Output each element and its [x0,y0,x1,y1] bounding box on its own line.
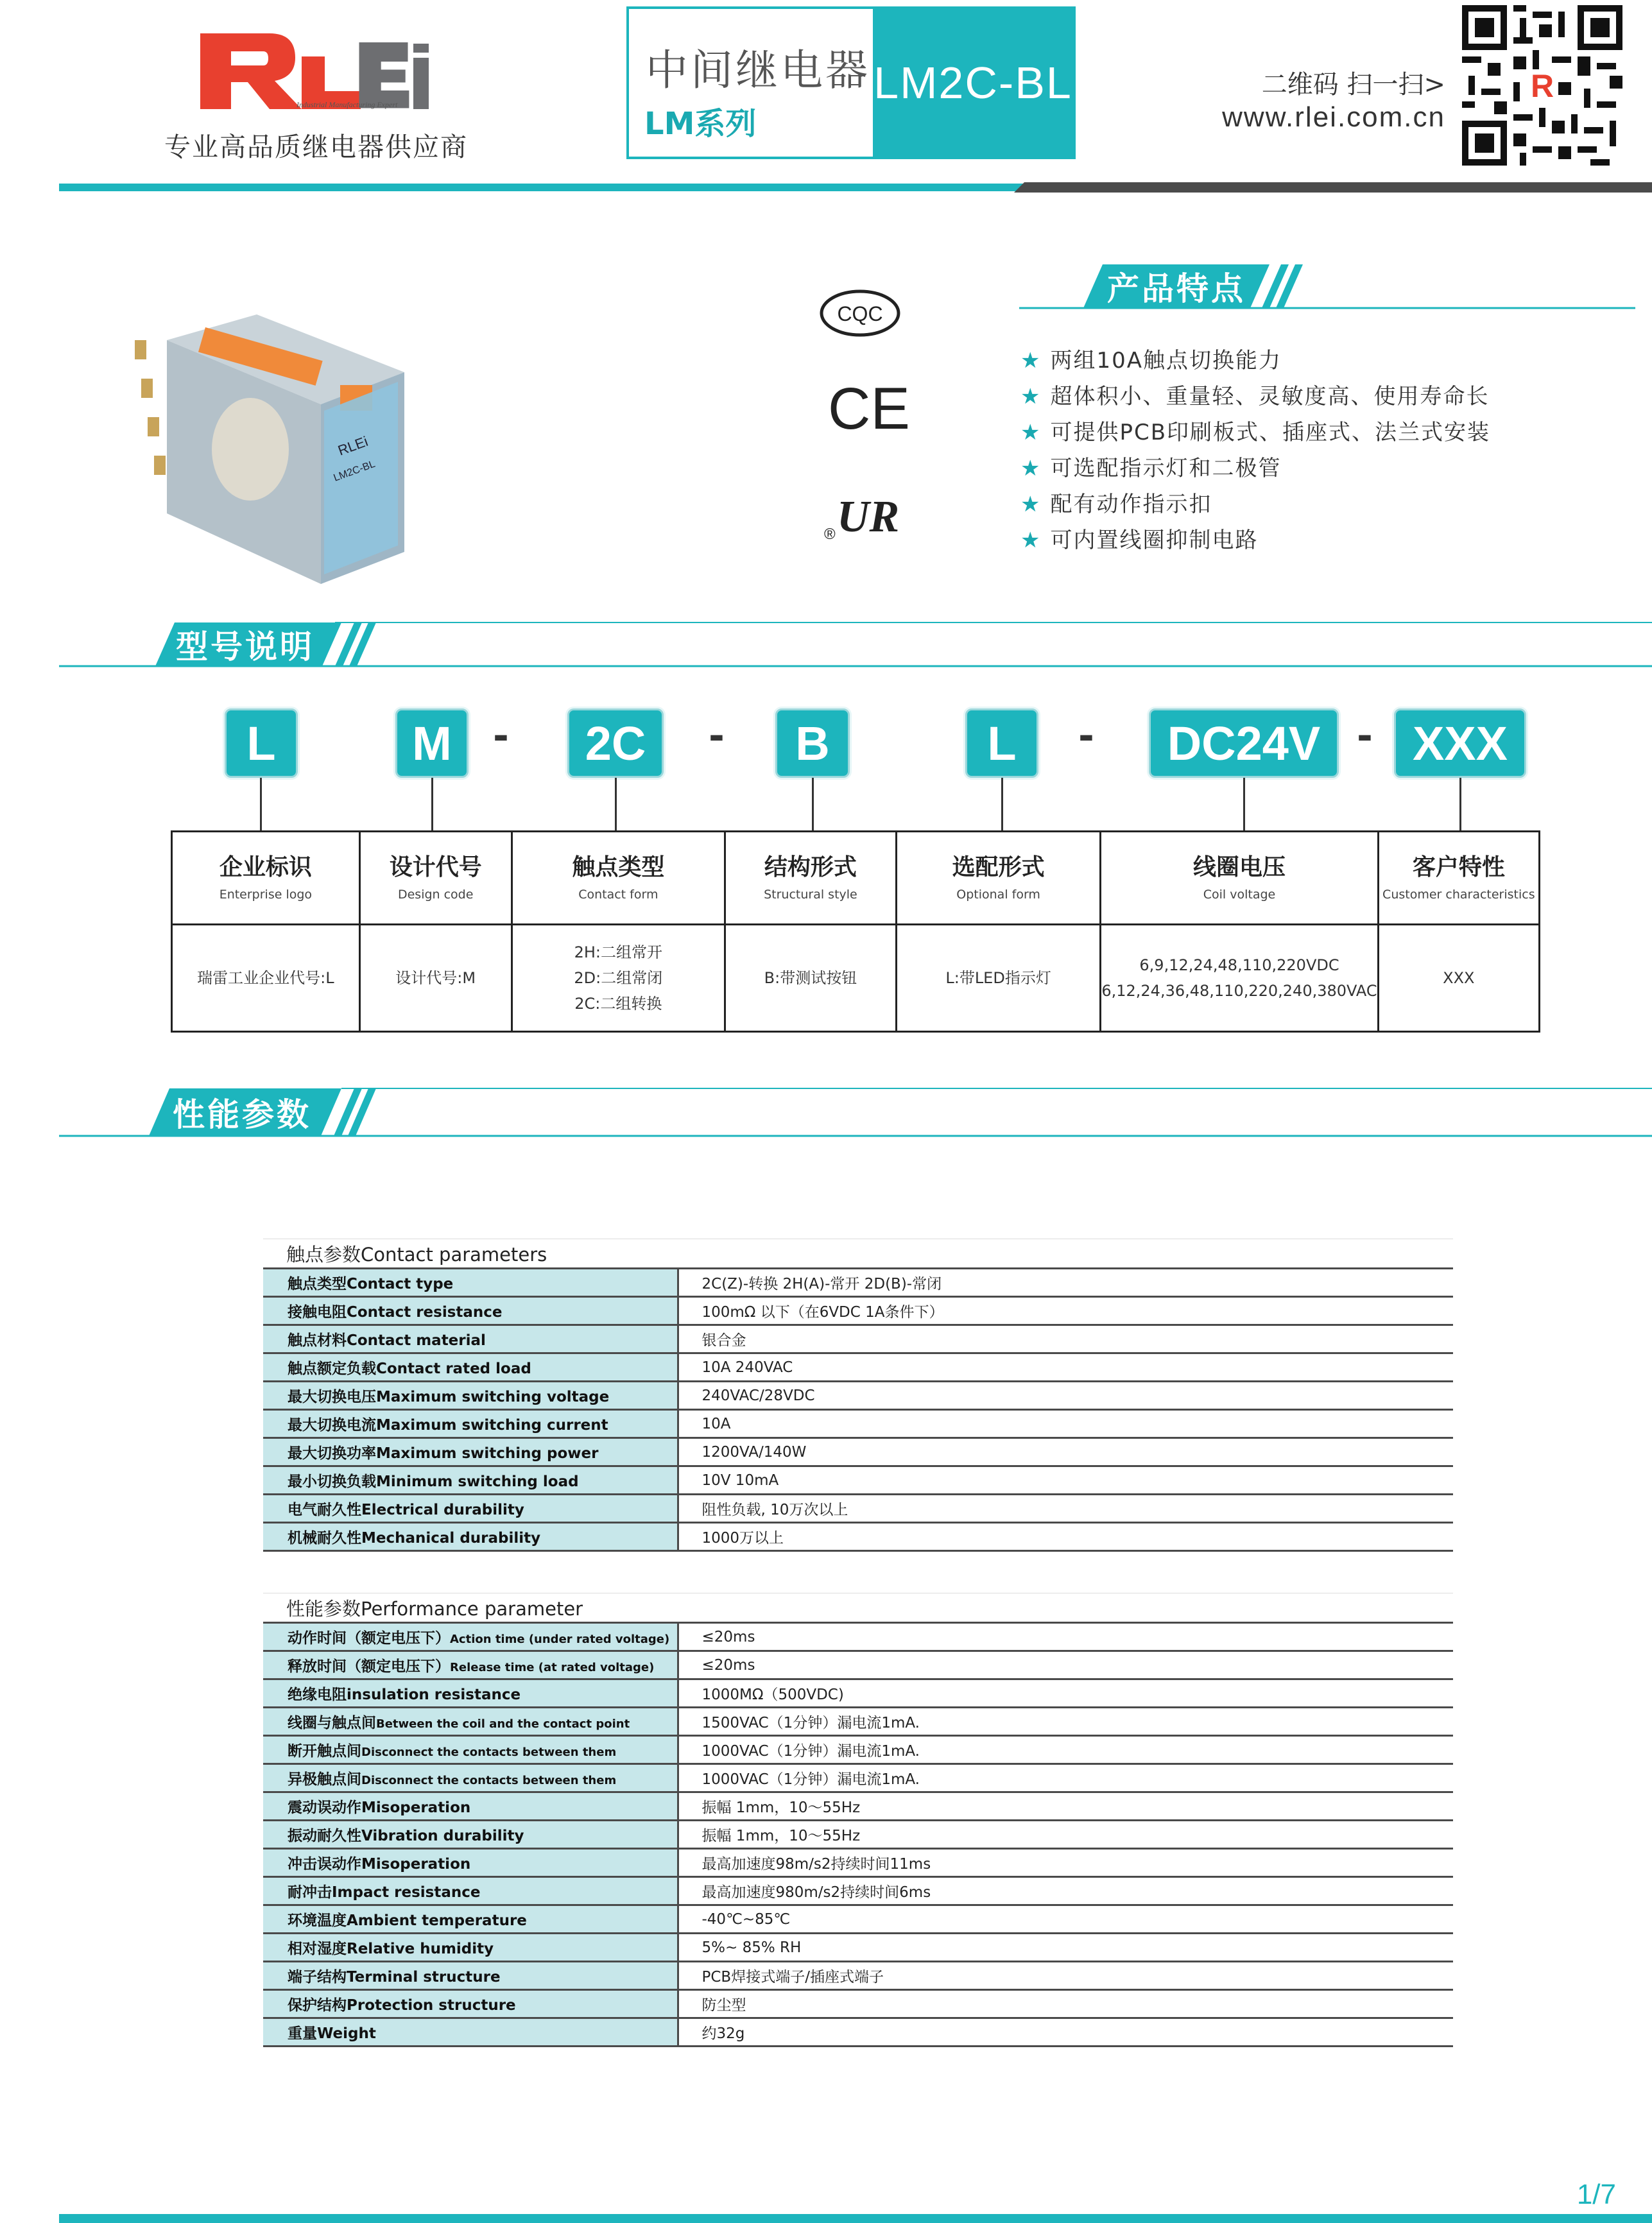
table-caption-row [263,1239,1453,1269]
param-name: 绝缘电阻insulation resistance [263,1679,678,1708]
param-name: 线圈与触点间Between the coil and the contact point [263,1708,678,1736]
feature-item: ★ 可内置线圈抑制电路 [1020,528,1259,553]
connector-line [615,778,617,832]
param-name: 最大切换电压Maximum switching voltage [263,1382,678,1410]
table-row [263,1651,1453,1679]
ce-label: CE [828,376,910,442]
param-value: ≤20ms [678,1651,1453,1679]
star-icon: ★ [1020,384,1042,409]
param-value: 240VAC/28VDC [678,1382,1453,1410]
table-row [263,1849,1453,1877]
contact-parameters-table [263,1239,1453,1552]
cqc-label: CQC [837,302,883,325]
page-number: 1/7 [1576,2179,1616,2210]
feature-item: ★ 两组10A触点切换能力 [1020,348,1282,373]
model-col-header: 设计代号 Design code [359,832,512,925]
feature-item: ★ 可选配指示灯和二极管 [1020,456,1282,481]
code-box-contact: 2C [567,708,664,778]
param-name: 保护结构Protection structure [263,1990,678,2018]
footer-rule [59,2214,1652,2223]
param-value: 1000VAC（1分钟）漏电流1mA. [678,1736,1453,1764]
table-caption-row [263,1593,1453,1623]
model-table-header-row [172,832,1540,925]
param-value: 1000万以上 [678,1523,1453,1551]
features-header [1019,262,1635,313]
feature-item: ★ 配有动作指示扣 [1020,492,1212,517]
code-box-voltage: DC24V [1149,708,1339,778]
table-row [263,1708,1453,1736]
performance-section-title: 性能参数 [173,1096,311,1133]
model-col-value: 设计代号:M [359,925,512,1032]
table-row [263,1877,1453,1905]
table-row [263,1269,1453,1297]
logo-tagline: Industrial Manufacturing Expert [297,100,398,109]
param-name: 接触电阻Contact resistance [263,1297,678,1325]
param-value: 1500VAC（1分钟）漏电流1mA. [678,1708,1453,1736]
param-value: PCB焊接式端子/插座式端子 [678,1962,1453,1990]
table-row [263,1297,1453,1325]
code-box-customer: XXX [1394,708,1526,778]
model-col-header: 选配形式 Optional form [896,832,1100,925]
table-row [263,1325,1453,1353]
param-value: 1200VA/140W [678,1438,1453,1466]
table-row [263,1466,1453,1495]
svg-text:RLEi: RLEi [336,433,370,459]
model-col-header: 线圈电压 Coil voltage [1101,832,1378,925]
contact-table-caption: 触点参数Contact parameters [263,1239,1453,1269]
param-value: 振幅 1mm，10～55Hz [678,1821,1453,1849]
param-name: 相对湿度Relative humidity [263,1934,678,1962]
table-row [263,1764,1453,1792]
table-row [263,2018,1453,2047]
model-col-header: 触点类型 Contact form [512,832,725,925]
param-value: 振幅 1mm，10～55Hz [678,1792,1453,1821]
series-label: LM系列 [644,106,757,142]
code-box-enterprise: L [225,708,298,778]
table-row [263,1438,1453,1466]
model-table-value-row [172,925,1540,1032]
model-number: LM2C-BL [873,9,1073,157]
param-value: 1000MΩ（500VDC) [678,1679,1453,1708]
param-name: 机械耐久性Mechanical durability [263,1523,678,1551]
param-value: 阻性负载, 10万次以上 [678,1495,1453,1523]
table-row [263,1679,1453,1708]
code-separator: - [1357,714,1373,759]
model-col-header: 企业标识 Enterprise logo [172,832,360,925]
param-name: 触点额定负载Contact rated load [263,1353,678,1382]
param-value: 10V 10mA [678,1466,1453,1495]
slogan: 专业高品质继电器供应商 [164,132,468,162]
model-section-title: 型号说明 [176,628,314,665]
code-box-design: M [395,708,469,778]
param-value: 5%~ 85% RH [678,1934,1453,1962]
feature-item: ★ 超体积小、重量轻、灵敏度高、使用寿命长 [1020,384,1490,409]
table-row [263,1382,1453,1410]
performance-table-caption: 性能参数Performance parameter [263,1593,1453,1623]
star-icon: ★ [1020,348,1042,373]
table-row [263,1353,1453,1382]
code-separator: - [1078,714,1094,759]
features-title: 产品特点 [1107,270,1246,307]
param-value: 最高加速度980m/s2持续时间6ms [678,1877,1453,1905]
table-row [263,1792,1453,1821]
model-col-value: L:带LED指示灯 [896,925,1100,1032]
model-col-value: 2H:二组常开 2D:二组常闭 2C:二组转换 [512,925,725,1032]
star-icon: ★ [1020,456,1042,481]
param-name: 端子结构Terminal structure [263,1962,678,1990]
cqc-certification-icon [818,288,902,339]
qr-prompt: 二维码 扫一扫> [1261,70,1445,99]
qr-code[interactable] [1462,5,1622,166]
connector-line [431,778,433,832]
param-value: 1000VAC（1分钟）漏电流1mA. [678,1764,1453,1792]
table-row [263,1905,1453,1934]
param-name: 释放时间（额定电压下）Release time (at rated voltage) [263,1651,678,1679]
param-name: 环境温度Ambient temperature [263,1905,678,1934]
code-separator: - [709,714,725,759]
param-value: -40℃~85℃ [678,1905,1453,1934]
feature-item: ★ 可提供PCB印刷板式、插座式、法兰式安装 [1020,420,1491,445]
table-row [263,1934,1453,1962]
table-row [263,1495,1453,1523]
param-value: 防尘型 [678,1990,1453,2018]
param-value: ≤20ms [678,1623,1453,1651]
param-value: 10A [678,1410,1453,1438]
param-name: 触点材料Contact material [263,1325,678,1353]
svg-text:®: ® [824,526,836,543]
model-col-header: 客户特性 Customer characteristics [1378,832,1539,925]
code-box-structure: B [775,708,850,778]
model-code-table [171,830,1540,1033]
table-row [263,1410,1453,1438]
connector-line [1243,778,1245,832]
param-value: 2C(Z)-转换 2H(A)-常开 2D(B)-常闭 [678,1269,1453,1297]
table-row [263,1990,1453,2018]
ur-certification-icon [824,486,901,544]
model-col-value: 6,9,12,24,48,110,220VDC 6,12,24,36,48,110,220,240,380VAC [1101,925,1378,1032]
relay-product-image [128,302,424,584]
param-value: 银合金 [678,1325,1453,1353]
param-name: 冲击误动作Misoperation [263,1849,678,1877]
table-row [263,1736,1453,1764]
param-name: 最大切换功率Maximum switching power [263,1438,678,1466]
star-icon: ★ [1020,492,1042,517]
param-value: 10A 240VAC [678,1353,1453,1382]
star-icon: ★ [1020,420,1042,445]
model-col-value: XXX [1378,925,1539,1032]
param-name: 最小切换负载Minimum switching load [263,1466,678,1495]
model-col-header: 结构形式 Structural style [725,832,896,925]
param-name: 震动误动作Misoperation [263,1792,678,1821]
code-separator: - [493,714,509,759]
table-row [263,1523,1453,1551]
param-value: 约32g [678,2018,1453,2047]
param-name: 触点类型Contact type [263,1269,678,1297]
connector-line [1459,778,1461,832]
website-link[interactable]: www.rlei.com.cn [1222,101,1445,133]
param-name: 断开触点间Disconnect the contacts between them [263,1736,678,1764]
header-rule-dark [1014,182,1652,193]
svg-text:R: R [1530,68,1554,104]
model-col-value: B:带测试按钮 [725,925,896,1032]
ur-label: UR [837,492,900,542]
param-name: 动作时间（额定电压下）Action time (under rated voltage) [263,1623,678,1651]
table-row [263,1821,1453,1849]
table-row [263,1962,1453,1990]
product-title-box [626,6,1076,159]
performance-section-header [59,1086,1652,1142]
model-col-value: 瑞雷工业企业代号:L [172,925,360,1032]
param-name: 耐冲击Impact resistance [263,1877,678,1905]
param-name: 电气耐久性Electrical durability [263,1495,678,1523]
connector-line [812,778,814,832]
param-name: 最大切换电流Maximum switching current [263,1410,678,1438]
param-value: 最高加速度98m/s2持续时间11ms [678,1849,1453,1877]
svg-text:LM2C-BL: LM2C-BL [332,458,377,484]
performance-parameters-table [263,1593,1453,2047]
model-section-header [59,620,1652,673]
table-row [263,1623,1453,1651]
header-rule-teal [59,184,1035,191]
param-name: 振动耐久性Vibration durability [263,1821,678,1849]
ce-certification-icon [828,376,910,442]
connector-line [260,778,262,832]
code-box-option: L [965,708,1038,778]
connector-line [1001,778,1003,832]
product-type-title: 中间继电器 [646,46,870,95]
star-icon: ★ [1020,528,1042,553]
param-name: 重量Weight [263,2018,678,2047]
param-value: 100mΩ 以下（在6VDC 1A条件下） [678,1297,1453,1325]
param-name: 异极触点间Disconnect the contacts between them [263,1764,678,1792]
